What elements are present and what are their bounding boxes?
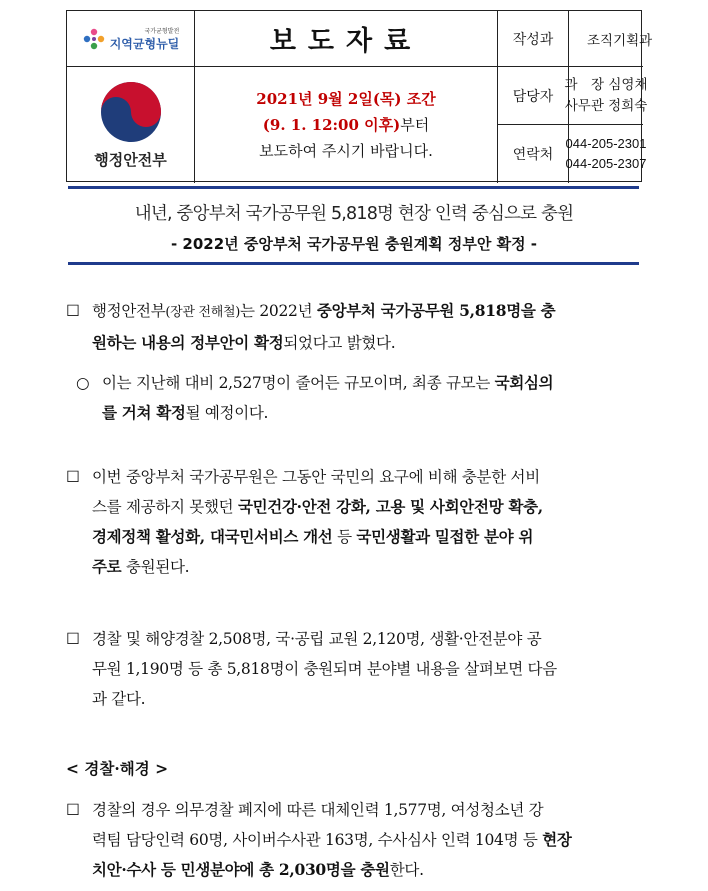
paragraph-1 — [66, 296, 646, 358]
p1-line-2 — [66, 328, 646, 358]
p3-text-l4a: 주로 — [92, 557, 122, 576]
p3-text-l4b: 충원된다. — [121, 558, 190, 576]
p3-text-l2a: 스를 제공하지 못했던 — [92, 498, 238, 516]
phone-cell — [565, 125, 647, 183]
title-cell — [195, 11, 498, 67]
taegeuk-emblem-icon — [100, 81, 162, 143]
pinwheel-icon — [82, 27, 106, 51]
ministry-logo-cell — [67, 67, 195, 183]
circle-bullet-icon: ○ — [76, 374, 90, 392]
embargo-note: 보도하여 주시기 바랍니다. — [259, 142, 433, 160]
contact-person-1: 과 장 심영채 — [564, 76, 648, 93]
p2-text-a: 이는 지난해 대비 2,527명이 줄어든 규모이며, 최종 규모는 — [102, 374, 495, 392]
embargo-cell — [195, 67, 498, 183]
press-release-header — [66, 10, 653, 182]
headline: 내년, 중앙부처 국가공무원 5,818명 현장 인력 중심으로 충원 — [134, 204, 574, 224]
embargo-date: 2021년 9월 2일(목) 조간 — [256, 90, 436, 108]
p5-text-l2b: 현장 — [542, 830, 572, 849]
paragraph-3 — [66, 462, 646, 582]
p1-text-a: 행정안전부 — [92, 302, 166, 320]
p5-text-l2a: 력팀 담당인력 60명, 사이버수사관 163명, 수사심사 인력 104명 등 — [92, 831, 543, 849]
p3-line-3 — [66, 522, 646, 552]
paragraph-2 — [76, 368, 646, 428]
balanced-new-deal-logo — [82, 26, 180, 52]
logo-main-text: 지역균형뉴딜 — [109, 36, 180, 51]
phone-1: 044-205-2301 — [565, 136, 647, 151]
p4-line-2: 무원 1,190명 등 총 5,818명이 충원되며 분야별 내용을 살펴보면 다음 — [92, 660, 557, 678]
phone-2: 044-205-2307 — [565, 156, 647, 171]
headline-rule-bottom — [68, 262, 639, 265]
p2-text-b: 국회심의 — [494, 373, 554, 392]
paragraph-5 — [66, 795, 646, 885]
square-bullet-icon: ☐ — [66, 801, 80, 819]
p3-line-1: 이번 중앙부처 국가공무원은 그동안 국민의 요구에 비해 충분한 서비 — [92, 468, 540, 486]
square-bullet-icon: ☐ — [66, 302, 80, 320]
p2-line-1 — [76, 368, 646, 398]
embargo-time: (9. 1. 12:00 이후) — [262, 116, 401, 134]
paragraph-4 — [66, 624, 646, 714]
author-value-cell — [569, 11, 653, 67]
phone-label: 연락처 — [512, 147, 554, 163]
p5-text-l3b: 한다. — [389, 861, 424, 879]
p3-text-l3b: 등 — [332, 528, 357, 546]
phone-label-cell — [498, 125, 569, 183]
subheadline: - 2022년 중앙부처 국가공무원 충원계획 정부안 확정 - — [170, 235, 538, 253]
p1-text-d: 중앙부처 국가공무원 5,818명을 충 — [316, 301, 556, 320]
p1-text-f: 되었다고 밝혔다. — [283, 334, 396, 352]
logo-small-text: 국가균형발전 — [144, 27, 180, 35]
p1-text-e: 원하는 내용의 정부안이 확정 — [92, 333, 284, 352]
embargo-time-suffix: 부터 — [400, 116, 430, 134]
p3-text-l3: 경제정책 활성화, 대국민서비스 개선 — [92, 527, 333, 546]
p5-line-3 — [66, 855, 646, 885]
p5-line-2 — [66, 825, 646, 855]
p2-text-c: 를 거쳐 확정 — [102, 403, 186, 422]
author-label-cell — [498, 11, 569, 67]
p5-text-l3a: 치안·수사 등 민생분야에 총 2,030명을 충원 — [92, 860, 390, 879]
author-label: 작성과 — [512, 31, 554, 48]
p1-text-c: 는 2022년 — [240, 302, 317, 320]
contact-person-label-cell — [498, 67, 569, 125]
p3-text-l3c: 국민생활과 밀접한 분야 위 — [356, 527, 534, 546]
p1-text-b: (장관 전해철) — [165, 305, 241, 320]
contact-person-label: 담당자 — [512, 88, 554, 105]
balanced-new-deal-logo-cell — [67, 11, 195, 67]
p3-line-4 — [66, 552, 646, 582]
page-title: 보도자료 — [269, 26, 423, 57]
author-value: 조직기획과 — [587, 32, 653, 49]
section-heading-police: < 경찰·해경 > — [66, 759, 169, 778]
square-bullet-icon: ☐ — [66, 468, 80, 486]
contact-person-cell — [564, 67, 648, 125]
p4-line-1: 경찰 및 해양경찰 2,508명, 국·공립 교원 2,120명, 생활·안전분야 공 — [92, 630, 542, 648]
p1-line-1 — [66, 296, 646, 328]
p3-text-l2b: 국민건강·안전 강화, 고용 및 사회안전망 확충, — [237, 497, 543, 516]
p3-line-2 — [66, 492, 646, 522]
headline-rule-top — [68, 186, 639, 189]
embargo-time-line — [263, 112, 429, 138]
p2-text-d: 될 예정이다. — [185, 404, 269, 422]
p2-line-2 — [76, 398, 646, 428]
p5-line-1: 경찰의 경우 의무경찰 폐지에 따른 대체인력 1,577명, 여성청소년 강 — [92, 801, 544, 819]
p4-line-3: 과 같다. — [92, 690, 146, 708]
square-bullet-icon: ☐ — [66, 630, 80, 648]
ministry-name: 행정안전부 — [94, 150, 167, 169]
contact-person-2: 사무관 정희숙 — [564, 97, 648, 114]
